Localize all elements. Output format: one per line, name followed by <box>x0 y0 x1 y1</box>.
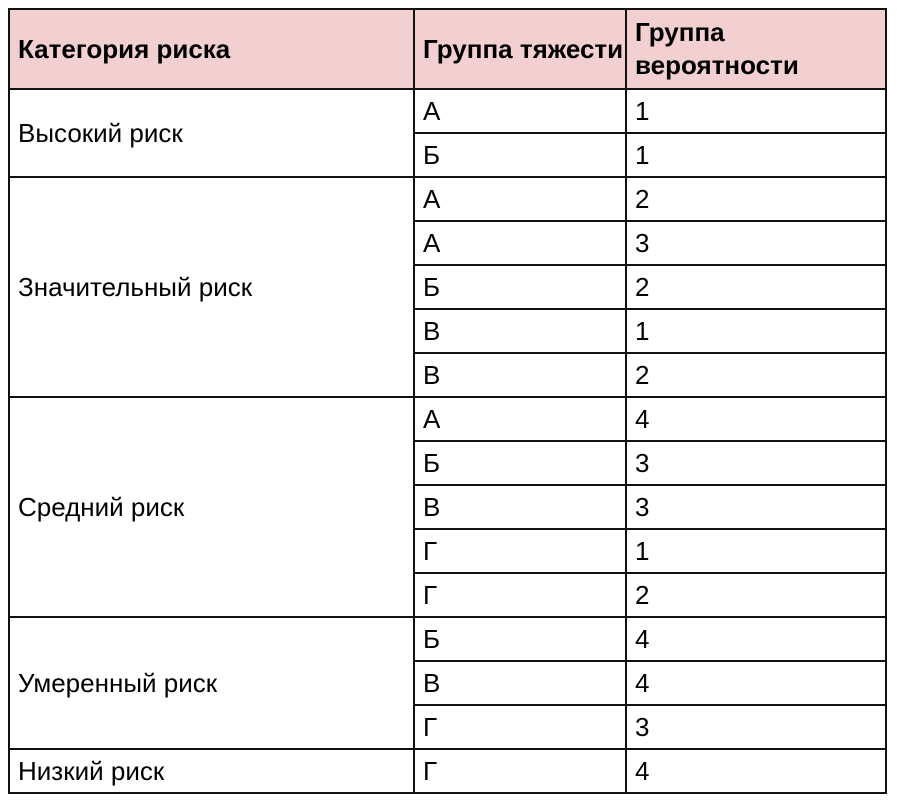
header-probability-group: Группа вероятности <box>626 9 886 89</box>
header-risk-category: Категория риска <box>9 9 414 89</box>
probability-group-cell: 1 <box>626 133 886 177</box>
risk-category-cell: Умеренный риск <box>9 617 414 749</box>
severity-group-cell: В <box>414 309 626 353</box>
severity-group-cell: Б <box>414 265 626 309</box>
probability-group-cell: 2 <box>626 573 886 617</box>
table-row <box>9 397 886 441</box>
table-row <box>9 89 886 133</box>
severity-group-cell: В <box>414 353 626 397</box>
table-row <box>9 749 886 793</box>
severity-group-cell: А <box>414 89 626 133</box>
probability-group-cell: 2 <box>626 265 886 309</box>
severity-group-cell: А <box>414 177 626 221</box>
severity-group-cell: В <box>414 661 626 705</box>
risk-category-cell: Значительный риск <box>9 177 414 397</box>
probability-group-cell: 3 <box>626 705 886 749</box>
risk-category-cell: Средний риск <box>9 397 414 617</box>
probability-group-cell: 3 <box>626 221 886 265</box>
severity-group-cell: В <box>414 485 626 529</box>
table-row <box>9 617 886 661</box>
severity-group-cell: Б <box>414 133 626 177</box>
probability-group-cell: 1 <box>626 89 886 133</box>
probability-group-cell: 1 <box>626 309 886 353</box>
probability-group-cell: 4 <box>626 617 886 661</box>
severity-group-cell: Г <box>414 529 626 573</box>
risk-category-cell: Высокий риск <box>9 89 414 177</box>
header-severity-group: Группа тяжести <box>414 9 626 89</box>
severity-group-cell: А <box>414 397 626 441</box>
severity-group-cell: Г <box>414 573 626 617</box>
probability-group-cell: 4 <box>626 397 886 441</box>
risk-category-table <box>8 8 887 794</box>
probability-group-cell: 2 <box>626 353 886 397</box>
severity-group-cell: Б <box>414 441 626 485</box>
table-header-row <box>9 9 886 89</box>
severity-group-cell: Б <box>414 617 626 661</box>
probability-group-cell: 3 <box>626 485 886 529</box>
probability-group-cell: 4 <box>626 749 886 793</box>
probability-group-cell: 4 <box>626 661 886 705</box>
probability-group-cell: 2 <box>626 177 886 221</box>
risk-category-cell: Низкий риск <box>9 749 414 793</box>
probability-group-cell: 3 <box>626 441 886 485</box>
severity-group-cell: А <box>414 221 626 265</box>
table-row <box>9 177 886 221</box>
table-body <box>9 89 886 793</box>
severity-group-cell: Г <box>414 705 626 749</box>
severity-group-cell: Г <box>414 749 626 793</box>
probability-group-cell: 1 <box>626 529 886 573</box>
